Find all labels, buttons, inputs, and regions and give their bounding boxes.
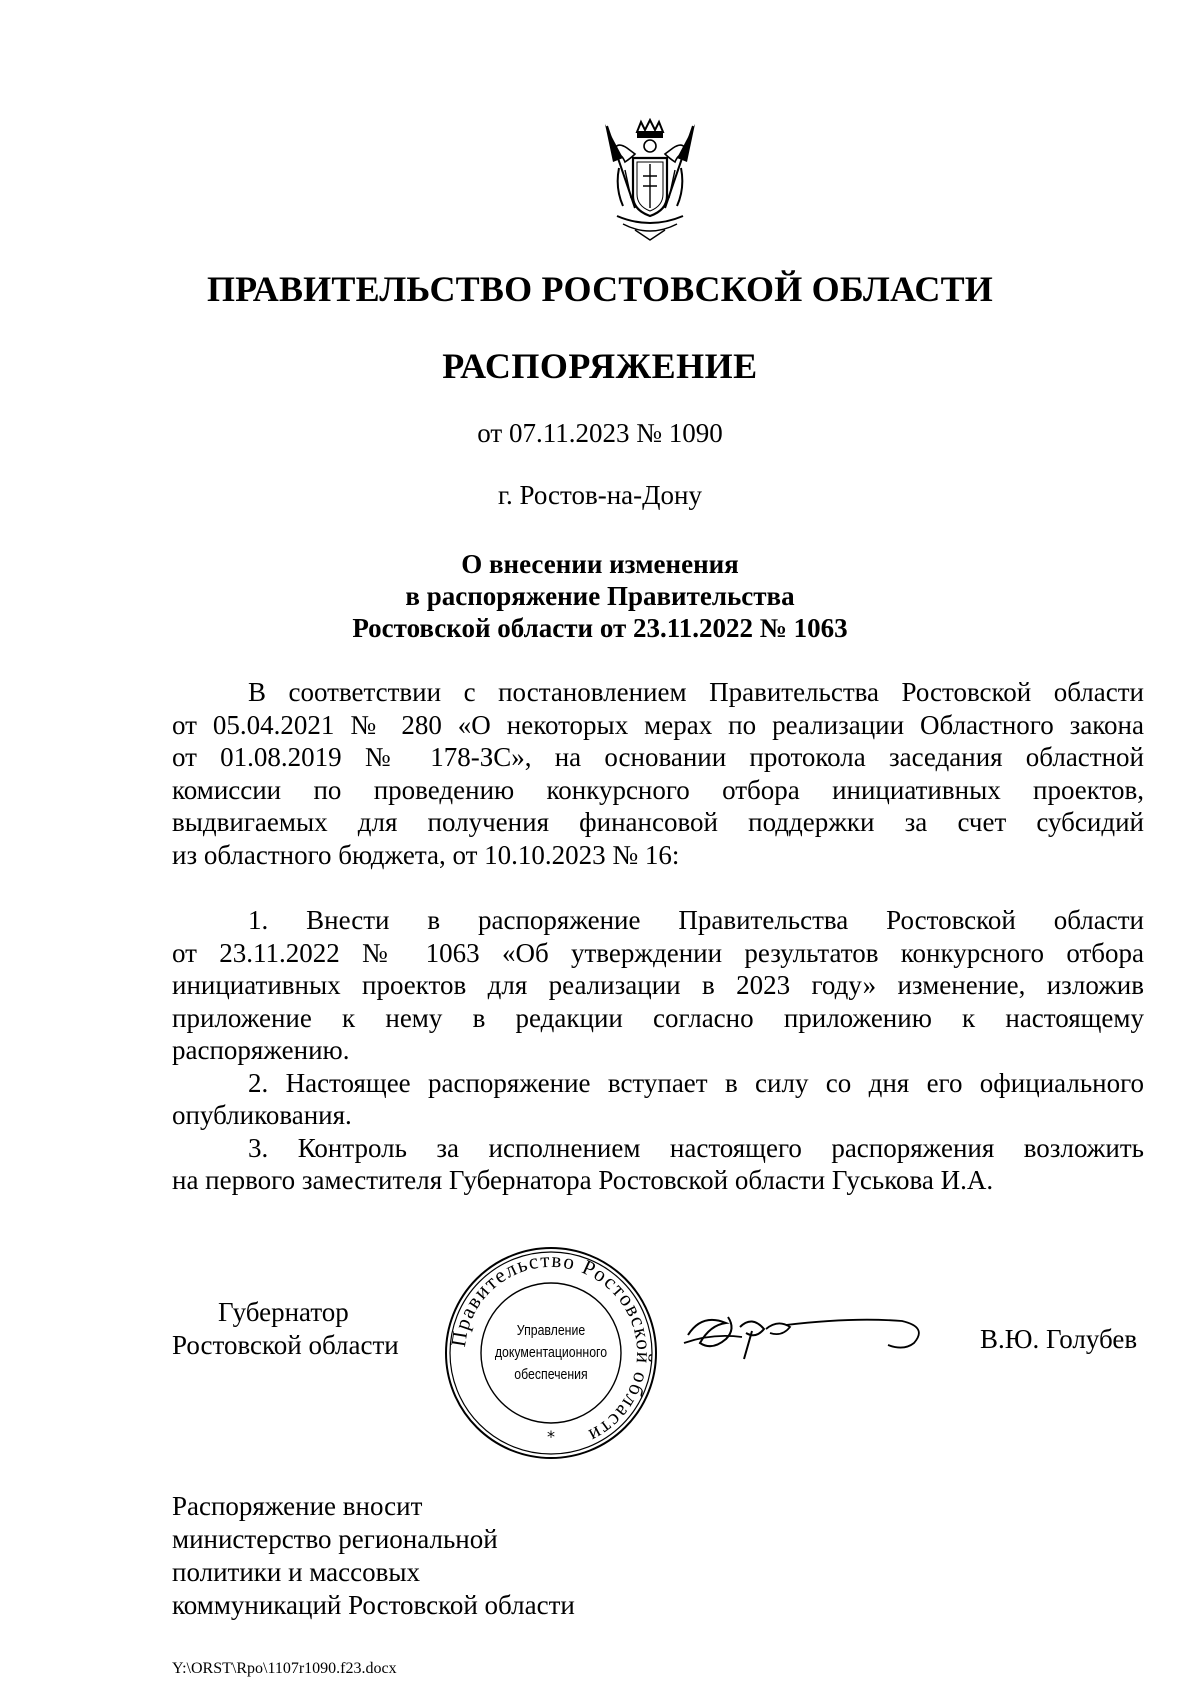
subject-line: Ростовской области от 23.11.2022 № 1063 [352,613,848,643]
subject-line: в распоряжение Правительства [405,581,795,611]
handwritten-signature-icon [682,1303,930,1367]
signer-position-line: Губернатор [218,1297,349,1327]
document-type: РАСПОРЯЖЕНИЕ [442,346,758,386]
signer-name: В.Ю. Голубев [980,1324,1138,1354]
submitter-block [172,1490,575,1622]
document-subject [0,548,1200,644]
text-line: В соответствии с постановлением Правительства Ростовской области [248,677,1144,707]
official-stamp [442,1244,660,1462]
item-3 [172,1132,1144,1197]
item-1 [172,904,1144,1067]
stamp-star: * [547,1427,555,1446]
document-date-number: от 07.11.2023 № 1090 [477,418,723,448]
directive-items [172,904,1144,1197]
text-line: 2. Настоящее распоряжение вступает в силу со дня его официального [248,1067,1144,1098]
preamble-paragraph [172,676,1144,871]
text-line: 3. Контроль за исполнением настоящего распоряжения возложить [248,1132,1144,1163]
text-line: от 01.08.2019 № 178-ЗС», на основании протокола заседания областной [172,742,1144,772]
text-line: опубликования. [172,1100,352,1130]
government-title: ПРАВИТЕЛЬСТВО РОСТОВСКОЙ ОБЛАСТИ [206,269,994,309]
signer-position [172,1296,399,1362]
submitter-line: министерство региональной [172,1524,498,1554]
text-line: приложение к нему в редакции согласно приложению к настоящему [172,1002,1144,1033]
stamp-inner-line: Управление [516,1322,586,1339]
rostov-oblast-coat-of-arms-icon [595,118,705,242]
submitter-line: политики и массовых [172,1557,421,1587]
text-line: на первого заместителя Губернатора Ростовской области Гуськова И.А. [172,1165,994,1195]
text-line: от 23.11.2022 № 1063 «Об утверждении результатов конкурсного отбора [172,937,1144,968]
text-line: комиссии по проведению конкурсного отбора инициативных проектов, [172,774,1144,805]
file-path: Y:\ORST\Rpo\1107r1090.f23.docx [172,1660,397,1677]
text-line: 1. Внести в распоряжение Правительства Ростовской области [248,905,1144,935]
stamp-inner-line: обеспечения [514,1366,588,1383]
text-line: из областного бюджета, от 10.10.2023 № 16: [172,839,680,870]
submitter-line: Распоряжение вносит [172,1491,423,1521]
signer-position-line: Ростовской области [172,1330,399,1360]
item-2 [172,1067,1144,1132]
stamp-inner-line: документационного [494,1344,608,1361]
subject-line: О внесении изменения [461,549,739,579]
document-city: г. Ростов-на-Дону [497,480,702,510]
stamp-inner-text [462,1244,641,1462]
text-line: от 05.04.2021 № 280 «О некоторых мерах по реализации Областного закона [172,709,1144,740]
text-line: распоряжению. [172,1035,350,1065]
text-line: инициативных проектов для реализации в 2023 году» изменение, изложив [172,970,1144,1000]
text-line: выдвигаемых для получения финансовой поддержки за счет субсидий [172,807,1144,837]
stamp-outer-text: Правительство Ростовской области [446,1247,657,1449]
submitter-line: коммуникаций Ростовской области [172,1590,575,1620]
